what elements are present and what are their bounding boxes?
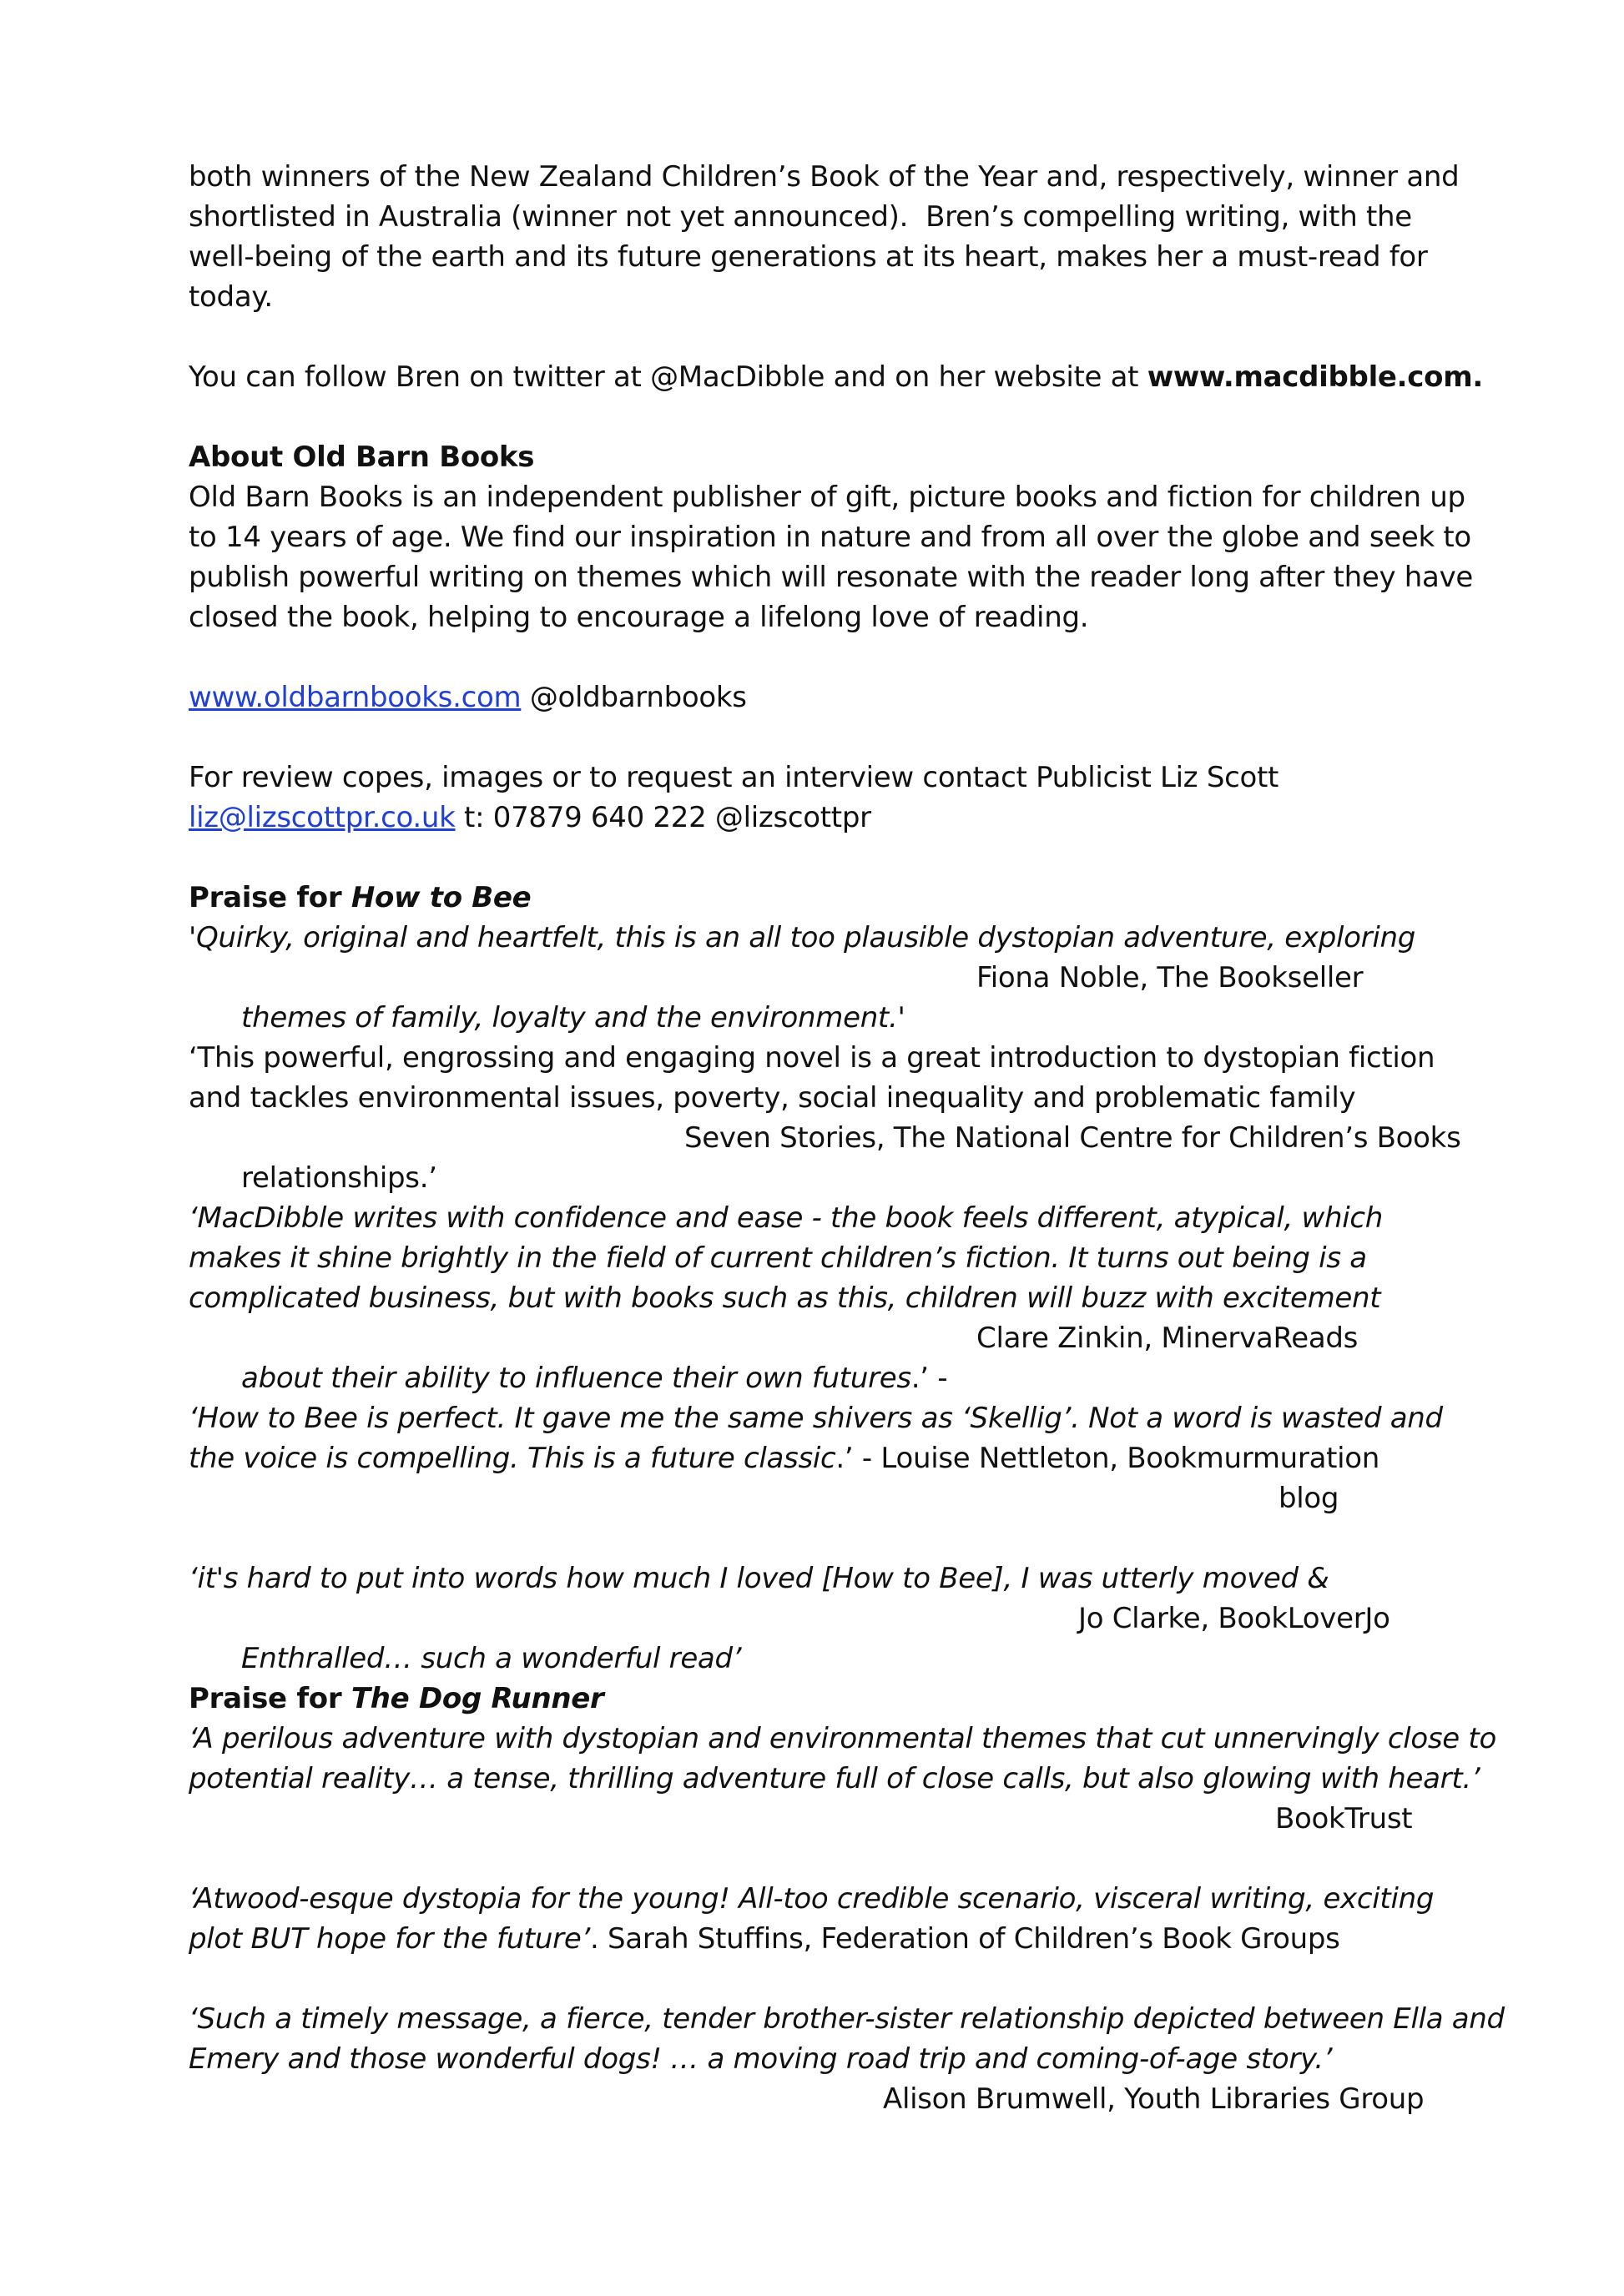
quote-line: Emery and those wonderful dogs! … a moving road trip and coming-of-age story.’ <box>189 2042 1333 2076</box>
publisher-website-link[interactable]: www.oldbarnbooks.com <box>189 681 522 714</box>
follow-text: You can follow Bren on twitter at @MacDibble and on her website at <box>189 360 1147 394</box>
author-website: www.macdibble.com. <box>1147 360 1483 394</box>
about-line: to 14 years of age. We find our inspiration in nature and from all over the globe and seek to <box>189 521 1471 554</box>
quote-attribution-row <box>189 958 1457 1035</box>
quote-attribution: . Sarah Stuffins, Federation of Children’s Book Groups <box>589 1922 1340 1956</box>
praise-heading <box>189 878 1457 918</box>
about-section <box>189 437 1474 637</box>
praise-heading-title: The Dog Runner <box>351 1682 604 1715</box>
contact-details-line <box>189 798 1457 838</box>
quote-line: relationships.’ <box>241 1161 437 1195</box>
about-line: Old Barn Books is an independent publisher of gift, picture books and fiction for children up <box>189 481 1465 514</box>
praise-heading-title: How to Bee <box>351 881 532 914</box>
quote-attribution: Alison Brumwell, Youth Libraries Group <box>883 2082 1425 2116</box>
contact-details: t: 07879 640 222 @lizscottpr <box>455 801 871 834</box>
about-heading: About Old Barn Books <box>189 441 535 474</box>
quote-line: 'Quirky, original and heartfelt, this is an all too plausible dystopian adventure, exploring <box>189 921 1416 954</box>
contact-section <box>189 758 1457 838</box>
quote-attribution-row <box>189 1799 1457 1839</box>
quote-line: ‘A perilous adventure with dystopian and environmental themes that cut unnervingly close to <box>189 1722 1496 1755</box>
about-line: closed the book, helping to encourage a lifelong love of reading. <box>189 601 1089 634</box>
praise-how-to-bee-section <box>189 878 1461 1675</box>
quote-line: complicated business, but with books such as this, children will buzz with excitement <box>189 1281 1381 1315</box>
quote-attribution-continued: blog <box>1279 1482 1339 1515</box>
about-line: publish powerful writing on themes which will resonate with the reader long after they have <box>189 561 1474 594</box>
quote-line: plot BUT hope for the future’ <box>189 1922 590 1956</box>
quote-attribution: .’ - Louise Nettleton, Bookmurmuration <box>835 1442 1380 1475</box>
quote-attribution: Fiona Noble, The Bookseller <box>976 961 1364 994</box>
quote-line: potential reality… a tense, thrilling adventure full of close calls, but also glowing with heart.’ <box>189 1762 1480 1795</box>
quote-attribution: Seven Stories, The National Centre for Children’s Books <box>684 1121 1461 1155</box>
quote-attribution-row <box>189 1438 1457 1478</box>
quote-line: ‘it's hard to put into words how much I loved [How to Bee], I was utterly moved & <box>189 1562 1329 1595</box>
quote-line: ‘How to Bee is perfect. It gave me the same shivers as ‘Skellig’. Not a word is wasted and <box>189 1402 1443 1435</box>
quote-line: and tackles environmental issues, poverty, social inequality and problematic family <box>189 1081 1356 1115</box>
quote-line: about their ability to influence their own futures <box>241 1362 911 1395</box>
praise-heading-prefix: Praise for <box>189 881 351 914</box>
quote-line: ‘MacDibble writes with confidence and ease - the book feels different, atypical, which <box>189 1201 1384 1235</box>
contact-line: For review copes, images or to request an interview contact Publicist Liz Scott <box>189 761 1279 794</box>
quote-attribution: Jo Clarke, BookLoverJo <box>1078 1602 1390 1635</box>
follow-line <box>189 357 1483 397</box>
quote-attribution-row <box>189 2079 1457 2119</box>
praise-heading <box>189 1679 1457 1719</box>
intro-line: both winners of the New Zealand Children’s Book of the Year and, respectively, winner and <box>189 160 1460 194</box>
intro-paragraph <box>189 157 1460 317</box>
intro-line: well-being of the earth and its future generations at its heart, makes her a must-read for <box>189 240 1428 274</box>
quote-line: ‘Such a timely message, a fierce, tender brother-sister relationship depicted between Ella and <box>189 2002 1505 2036</box>
publisher-twitter: @oldbarnbooks <box>521 681 747 714</box>
quote-line: ‘This powerful, engrossing and engaging novel is a great introduction to dystopian fiction <box>189 1041 1435 1075</box>
praise-dog-runner-section <box>189 1679 1505 2119</box>
quote-line-tail: .’ - <box>910 1362 948 1395</box>
intro-line: today. <box>189 280 273 314</box>
publisher-links <box>189 677 1457 718</box>
quote-line: ‘Atwood-esque dystopia for the young! All-too credible scenario, visceral writing, exciting <box>189 1882 1435 1916</box>
praise-heading-prefix: Praise for <box>189 1682 351 1715</box>
document-page <box>189 157 1505 2119</box>
quote-attribution-row <box>189 1318 1457 1395</box>
quote-attribution-row <box>189 1478 1457 1518</box>
quote-line: Enthralled… such a wonderful read’ <box>241 1642 742 1675</box>
quote-line: makes it shine brightly in the field of current children’s fiction. It turns out being is a <box>189 1241 1367 1275</box>
intro-line: shortlisted in Australia (winner not yet announced). Bren’s compelling writing, with the <box>189 200 1412 234</box>
quote-line: the voice is compelling. This is a future classic <box>189 1442 836 1475</box>
quote-attribution: Clare Zinkin, MinervaReads <box>976 1322 1359 1355</box>
quote-attribution-row <box>189 1118 1461 1195</box>
quote-attribution: BookTrust <box>1275 1802 1413 1835</box>
publicist-email-link[interactable]: liz@lizscottpr.co.uk <box>189 801 456 834</box>
quote-attribution-row <box>189 1919 1457 1959</box>
quote-attribution-row <box>189 1599 1457 1675</box>
quote-line: themes of family, loyalty and the environment.' <box>241 1001 905 1035</box>
